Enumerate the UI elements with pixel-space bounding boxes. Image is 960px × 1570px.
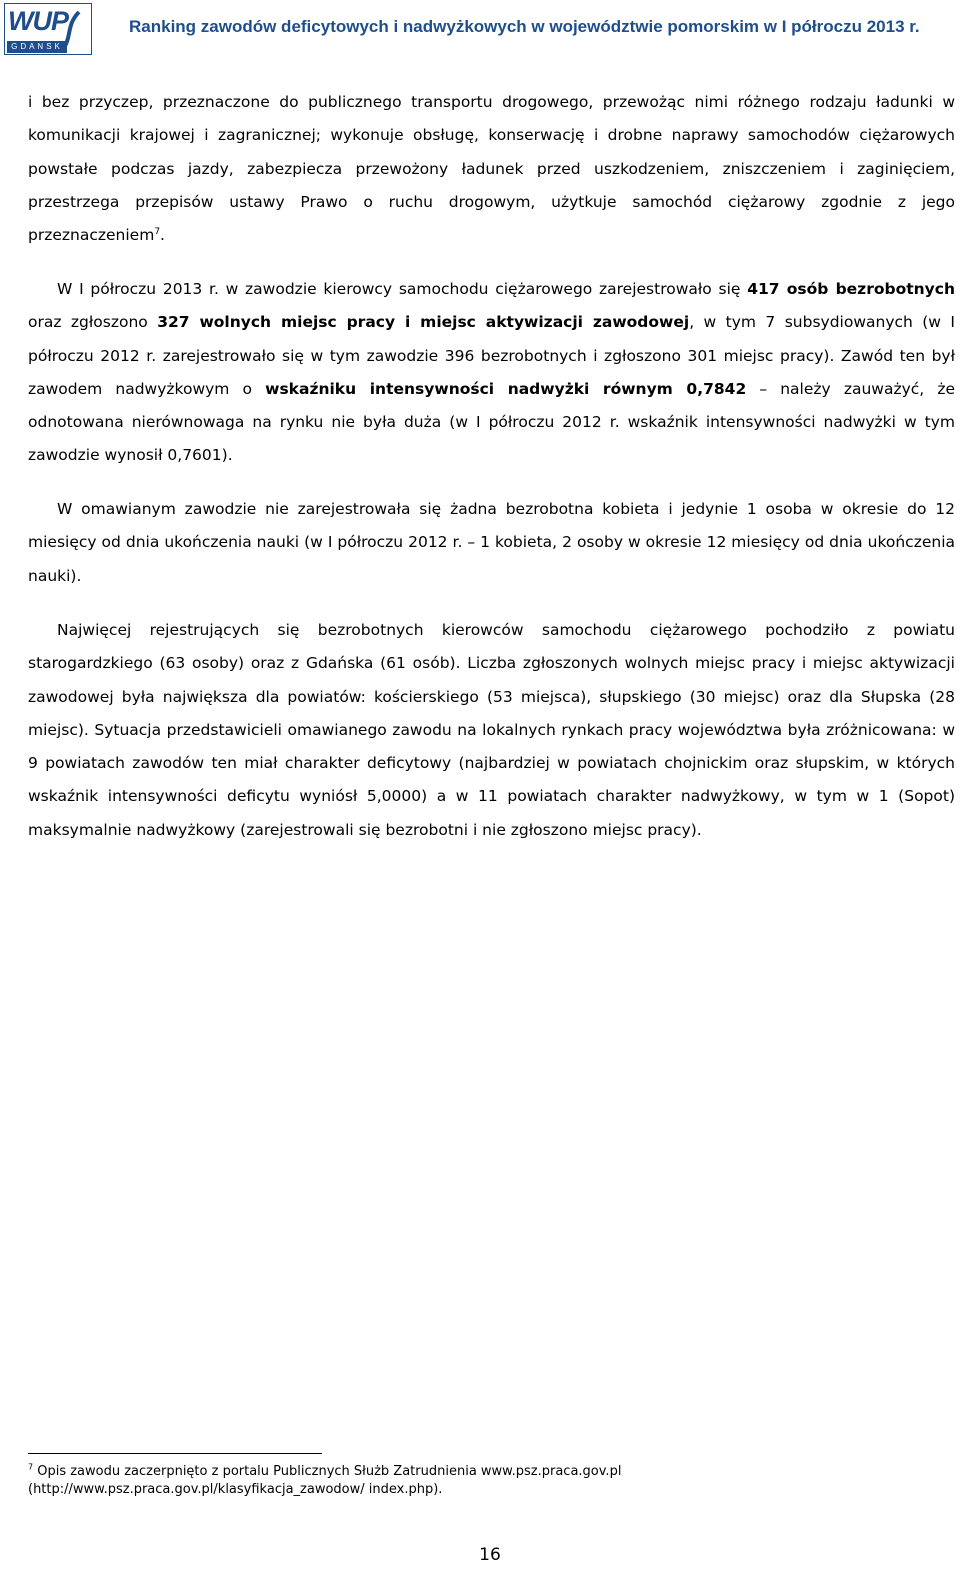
logo-subtext: GDANSK: [7, 41, 67, 53]
footnote: [28, 1463, 948, 1499]
paragraph-text: W omawianym zawodzie nie zarejestrowała się żadna bezrobotna kobieta i jedynie 1 osoba w okresie do 12 miesięcy od dnia ukończenia nauki (w I półroczu 2012 r. – 1 kobieta, 2 osoby w okresie 12 miesięcy od dnia ukończenia nauki).: [28, 500, 955, 585]
paragraph-end: .: [160, 226, 165, 245]
footnote-separator: [28, 1453, 322, 1454]
paragraph-text: Najwięcej rejestrujących się bezrobotnych kierowców samochodu ciężarowego pochodziło z powiatu starogardzkiego (63 osoby) oraz z Gdańska (61 osób). Liczba zgłoszonych wolnych miejsc pracy i miejsc aktywizacji zawodowej była największa dla powiatów: kościerskiego (53 miejsca), słupskiego (30 miejsc) oraz dla Słupska (28 miejsc). Sytuacja przedstawicieli omawianego zawodu na lokalnych rynkach pracy województwa była zróżnicowana: w 9 powiatach zawodów ten miał charakter deficytowy (najbardziej w powiatach chojnickim oraz słupskim, w których wskaźnik intensywności deficytu wyniósł 5,0000) a w 11 powiatach charakter nadwyżkowy, w tym w 1 (Sopot) maksymalnie nadwyżkowy (zarejestrowali się bezrobotni i nie zgłoszono miejsc pracy).: [28, 621, 955, 839]
bold-segment: wskaźniku intensywności nadwyżki równym 0,7842: [265, 379, 747, 398]
text-segment: – należy zauważyć, że odnotowana nierównowaga na rynku nie była duża (w I półroczu 2012 r. wskaźnik intensywności nadwyżki w tym zawodzie wynosił 0,7601).: [28, 379, 955, 465]
footnote-text: Opis zawodu zaczerpnięto z portalu Publicznych Służb Zatrudnienia www.psz.praca.gov.pl (http://www.psz.praca.gov.pl/klasyfikacja_zawodow/ index.php).: [28, 1464, 622, 1497]
footnote-number: 7: [28, 1462, 34, 1472]
page-header: [0, 0, 960, 60]
paragraph-women-graduates: [28, 493, 955, 593]
paragraph-text: i bez przyczep, przeznaczone do publicznego transportu drogowego, przewożąc nimi różnego rodzaju ładunki w komunikacji krajowej i zagranicznej; wykonuje obsługę, konserwację i drobne naprawy samochodów ciężarowych powstałe podczas jazdy, zabezpiecza przewożony ładunek przed uszkodzeniem, zniszczeniem i zaginięciem, przestrzega przepisów ustawy Prawo o ruchu drogowym, użytkuje samochód ciężarowy zgodnie z jego przeznaczeniem: [28, 93, 955, 245]
header-title: Ranking zawodów deficytowych i nadwyżkowych w województwie pomorskim w I półroczu 2013 r.: [129, 17, 920, 36]
text-segment: oraz zgłoszono: [28, 313, 158, 332]
paragraph-statistics: [28, 273, 955, 473]
bold-segment: 327 wolnych miejsc pracy i miejsc aktywizacji zawodowej: [157, 313, 690, 332]
logo-text: WUP: [8, 6, 68, 36]
paragraph-occupation-description: [28, 86, 955, 252]
text-segment: , w tym 7 subsydiowanych (w I półroczu 2012 r. zarejestrowało się w tym zawodzie 396 bezrobotnych i zgłoszono 301 miejsc pracy). Zawód ten był zawodem nadwyżkowym o: [28, 313, 955, 398]
paragraph-regional: [28, 614, 955, 847]
wup-gdansk-logo: [4, 3, 92, 55]
page-number: 16: [479, 1545, 501, 1565]
footnote-reference: 7: [154, 227, 161, 238]
bold-segment: 417 osób bezrobotnych: [747, 280, 956, 298]
text-segment: W I półroczu 2013 r. w zawodzie kierowcy samochodu ciężarowego zarejestrowało się: [57, 280, 748, 298]
